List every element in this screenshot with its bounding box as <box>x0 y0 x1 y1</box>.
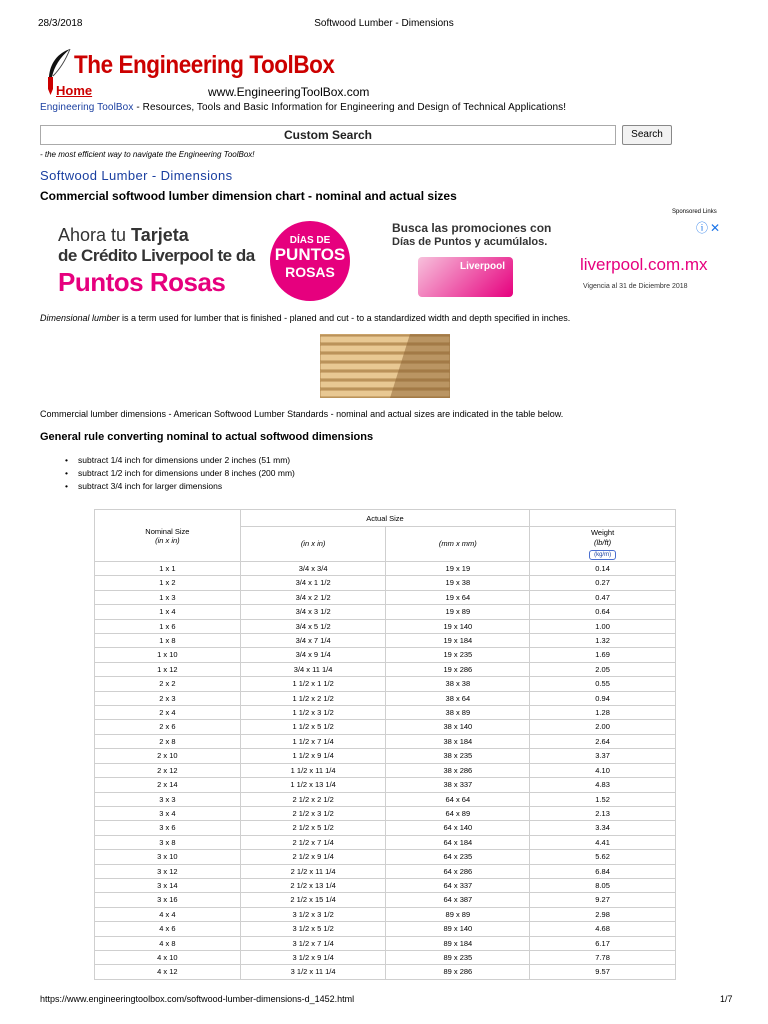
weight-cell: 0.64 <box>530 605 676 619</box>
weight-cell: 3.37 <box>530 749 676 763</box>
table-row <box>95 922 676 936</box>
actual-mm-cell: 38 x 337 <box>386 778 530 792</box>
weight-cell: 2.13 <box>530 806 676 820</box>
actual-in-cell: 3/4 x 7 1/4 <box>240 634 386 648</box>
actual-in-cell: 2 1/2 x 7 1/4 <box>240 835 386 849</box>
actual-mm-cell: 19 x 286 <box>386 662 530 676</box>
tagline-brand-link[interactable]: Engineering ToolBox <box>40 102 134 113</box>
actual-in-cell: 1 1/2 x 11 1/4 <box>240 763 386 777</box>
actual-in-cell: 1 1/2 x 7 1/4 <box>240 734 386 748</box>
actual-in-cell: 2 1/2 x 5 1/2 <box>240 821 386 835</box>
print-date: 28/3/2018 <box>38 18 83 29</box>
actual-in-cell: 3/4 x 9 1/4 <box>240 648 386 662</box>
nominal-cell: 3 x 16 <box>95 893 241 907</box>
actual-mm-cell: 38 x 89 <box>386 706 530 720</box>
advertisement-banner[interactable] <box>40 219 728 303</box>
actual-mm-cell: 89 x 235 <box>386 950 530 964</box>
site-logo[interactable] <box>40 47 370 99</box>
close-icon[interactable]: ✕ <box>710 221 721 235</box>
nominal-cell: 2 x 3 <box>95 691 241 705</box>
actual-mm-cell: 64 x 337 <box>386 878 530 892</box>
table-row <box>95 706 676 720</box>
table-row <box>95 965 676 979</box>
actual-mm-cell: 89 x 89 <box>386 907 530 921</box>
actual-in-cell: 2 1/2 x 11 1/4 <box>240 864 386 878</box>
nominal-cell: 3 x 10 <box>95 850 241 864</box>
table-row <box>95 850 676 864</box>
actual-size-header: Actual Size <box>240 510 529 527</box>
dimensions-table <box>94 509 676 980</box>
actual-in-cell: 3 1/2 x 3 1/2 <box>240 907 386 921</box>
actual-in-cell: 2 1/2 x 9 1/4 <box>240 850 386 864</box>
weight-cell: 4.83 <box>530 778 676 792</box>
weight-header-spacer <box>530 510 676 527</box>
actual-mm-cell: 38 x 38 <box>386 677 530 691</box>
nominal-cell: 1 x 3 <box>95 590 241 604</box>
weight-cell: 6.17 <box>530 936 676 950</box>
weight-cell: 4.10 <box>530 763 676 777</box>
weight-cell: 5.62 <box>530 850 676 864</box>
weight-cell: 2.00 <box>530 720 676 734</box>
nominal-cell: 4 x 8 <box>95 936 241 950</box>
table-row <box>95 590 676 604</box>
ad-line-2: de Crédito Liverpool te da <box>58 246 255 265</box>
weight-cell: 2.98 <box>530 907 676 921</box>
actual-mm-cell: 19 x 19 <box>386 562 530 576</box>
actual-mm-cell: 64 x 184 <box>386 835 530 849</box>
nominal-cell: 4 x 4 <box>95 907 241 921</box>
table-row <box>95 734 676 748</box>
table-description: Commercial lumber dimensions - American Softwood Lumber Standards - nominal and actual sizes are indicated in the table below. <box>40 409 564 419</box>
actual-mm-cell: 38 x 64 <box>386 691 530 705</box>
sponsored-links-label[interactable]: Sponsored Links <box>672 209 717 215</box>
term-dimensional-lumber: Dimensional lumber <box>40 313 120 323</box>
logo-url: www.EngineeringToolBox.com <box>208 85 370 99</box>
weight-cell: 8.05 <box>530 878 676 892</box>
ad-card-image: Liverpool <box>418 257 513 297</box>
actual-in-cell: 1 1/2 x 5 1/2 <box>240 720 386 734</box>
nominal-cell: 3 x 14 <box>95 878 241 892</box>
lumber-stack-image <box>320 334 450 398</box>
table-row <box>95 576 676 590</box>
weight-cell: 0.94 <box>530 691 676 705</box>
search-button[interactable]: Search <box>622 125 672 145</box>
actual-mm-cell: 19 x 184 <box>386 634 530 648</box>
actual-mm-cell: 64 x 140 <box>386 821 530 835</box>
nominal-cell: 2 x 4 <box>95 706 241 720</box>
weight-header: Weight (lb/ft) (kg/m) <box>530 527 676 562</box>
nominal-cell: 3 x 12 <box>95 864 241 878</box>
actual-in-cell: 3/4 x 3/4 <box>240 562 386 576</box>
actual-mm-header: (mm x mm) <box>386 527 530 562</box>
table-row <box>95 792 676 806</box>
nav-note: - the most efficient way to navigate the Engineering ToolBox! <box>40 150 255 159</box>
actual-in-cell: 3 1/2 x 9 1/4 <box>240 950 386 964</box>
weight-cell: 0.47 <box>530 590 676 604</box>
actual-in-cell: 2 1/2 x 2 1/2 <box>240 792 386 806</box>
nominal-size-header: Nominal Size (in x in) <box>95 510 241 562</box>
weight-cell: 6.84 <box>530 864 676 878</box>
ad-line-3: Puntos Rosas <box>58 267 226 297</box>
table-row <box>95 619 676 633</box>
weight-cell: 9.27 <box>530 893 676 907</box>
weight-cell: 1.69 <box>530 648 676 662</box>
actual-mm-cell: 64 x 64 <box>386 792 530 806</box>
intro-paragraph: Dimensional lumber is a term used for lumber that is finished - planed and cut - to a standardized width and depth specified in inches. <box>40 313 571 323</box>
nominal-cell: 2 x 14 <box>95 778 241 792</box>
nominal-cell: 3 x 4 <box>95 806 241 820</box>
ad-info-close[interactable] <box>696 219 721 236</box>
nominal-cell: 1 x 8 <box>95 634 241 648</box>
table-row <box>95 778 676 792</box>
actual-mm-cell: 38 x 286 <box>386 763 530 777</box>
weight-cell: 4.68 <box>530 922 676 936</box>
weight-cell: 2.64 <box>530 734 676 748</box>
table-row <box>95 893 676 907</box>
weight-cell: 9.57 <box>530 965 676 979</box>
table-row <box>95 763 676 777</box>
page-title: Softwood Lumber - Dimensions <box>40 168 233 183</box>
actual-mm-cell: 89 x 140 <box>386 922 530 936</box>
actual-mm-cell: 89 x 286 <box>386 965 530 979</box>
info-icon[interactable]: ⓘ <box>696 221 709 235</box>
actual-in-cell: 3/4 x 2 1/2 <box>240 590 386 604</box>
table-row <box>95 835 676 849</box>
weight-cell: 1.00 <box>530 619 676 633</box>
list-item: • subtract 1/4 inch for dimensions under 2 inches (51 mm) <box>65 454 295 467</box>
nominal-cell: 3 x 6 <box>95 821 241 835</box>
actual-in-cell: 3 1/2 x 7 1/4 <box>240 936 386 950</box>
tagline-text: - Resources, Tools and Basic Information for Engineering and Design of Technical Applications! <box>133 102 567 113</box>
actual-in-cell: 3/4 x 5 1/2 <box>240 619 386 633</box>
ad-validity: Vigencia al 31 de Diciembre 2018 <box>583 283 688 290</box>
tagline <box>40 102 566 113</box>
table-row <box>95 806 676 820</box>
unit-toggle-button[interactable]: (kg/m) <box>589 550 616 560</box>
weight-cell: 4.41 <box>530 835 676 849</box>
ad-line-1: Ahora tu Tarjeta <box>58 225 189 245</box>
actual-in-cell: 3 1/2 x 5 1/2 <box>240 922 386 936</box>
actual-in-cell: 3/4 x 3 1/2 <box>240 605 386 619</box>
weight-cell: 1.52 <box>530 792 676 806</box>
nominal-cell: 2 x 12 <box>95 763 241 777</box>
nominal-cell: 2 x 2 <box>95 677 241 691</box>
actual-mm-cell: 19 x 89 <box>386 605 530 619</box>
table-row <box>95 936 676 950</box>
nominal-cell: 4 x 10 <box>95 950 241 964</box>
print-title: Softwood Lumber - Dimensions <box>314 18 454 29</box>
actual-in-cell: 1 1/2 x 13 1/4 <box>240 778 386 792</box>
ad-site: liverpool.com.mx <box>580 255 708 274</box>
nominal-cell: 4 x 6 <box>95 922 241 936</box>
actual-mm-cell: 38 x 140 <box>386 720 530 734</box>
actual-in-cell: 3 1/2 x 11 1/4 <box>240 965 386 979</box>
table-row <box>95 634 676 648</box>
search-input[interactable]: Custom Search <box>40 125 616 145</box>
nominal-cell: 2 x 8 <box>95 734 241 748</box>
actual-in-cell: 1 1/2 x 1 1/2 <box>240 677 386 691</box>
table-row <box>95 648 676 662</box>
table-row <box>95 720 676 734</box>
weight-cell: 2.05 <box>530 662 676 676</box>
ad-promo-1: Busca las promociones con <box>392 221 552 235</box>
nominal-cell: 1 x 6 <box>95 619 241 633</box>
nominal-cell: 3 x 3 <box>95 792 241 806</box>
rules-list <box>65 454 295 493</box>
ad-promo-2: Días de Puntos y acumúlalos. <box>392 236 548 248</box>
ad-badge: DÍAS DE PUNTOS ROSAS <box>270 221 350 301</box>
nominal-cell: 3 x 8 <box>95 835 241 849</box>
nominal-cell: 1 x 2 <box>95 576 241 590</box>
actual-mm-cell: 19 x 64 <box>386 590 530 604</box>
list-item: • subtract 1/2 inch for dimensions under 8 inches (200 mm) <box>65 467 295 480</box>
actual-in-header: (in x in) <box>240 527 386 562</box>
actual-in-cell: 2 1/2 x 3 1/2 <box>240 806 386 820</box>
actual-mm-cell: 19 x 140 <box>386 619 530 633</box>
nominal-cell: 1 x 4 <box>95 605 241 619</box>
actual-in-cell: 2 1/2 x 15 1/4 <box>240 893 386 907</box>
nominal-cell: 1 x 12 <box>95 662 241 676</box>
actual-in-cell: 1 1/2 x 9 1/4 <box>240 749 386 763</box>
actual-mm-cell: 19 x 235 <box>386 648 530 662</box>
actual-mm-cell: 89 x 184 <box>386 936 530 950</box>
table-row <box>95 677 676 691</box>
actual-mm-cell: 64 x 286 <box>386 864 530 878</box>
page-subtitle: Commercial softwood lumber dimension chart - nominal and actual sizes <box>40 189 457 203</box>
table-row <box>95 749 676 763</box>
weight-cell: 7.78 <box>530 950 676 964</box>
weight-cell: 0.55 <box>530 677 676 691</box>
weight-cell: 0.27 <box>530 576 676 590</box>
list-item: • subtract 3/4 inch for larger dimensions <box>65 480 295 493</box>
footer-url: https://www.engineeringtoolbox.com/softwood-lumber-dimensions-d_1452.html <box>40 994 355 1004</box>
logo-text: The Engineering ToolBox <box>74 51 335 79</box>
table-row <box>95 878 676 892</box>
actual-in-cell: 1 1/2 x 2 1/2 <box>240 691 386 705</box>
actual-mm-cell: 19 x 38 <box>386 576 530 590</box>
table-row <box>95 562 676 576</box>
weight-cell: 0.14 <box>530 562 676 576</box>
weight-cell: 3.34 <box>530 821 676 835</box>
actual-in-cell: 1 1/2 x 3 1/2 <box>240 706 386 720</box>
nominal-cell: 2 x 10 <box>95 749 241 763</box>
actual-mm-cell: 64 x 235 <box>386 850 530 864</box>
table-row <box>95 662 676 676</box>
nominal-cell: 1 x 10 <box>95 648 241 662</box>
actual-mm-cell: 38 x 184 <box>386 734 530 748</box>
table-row <box>95 821 676 835</box>
table-row <box>95 605 676 619</box>
nominal-cell: 1 x 1 <box>95 562 241 576</box>
actual-in-cell: 3/4 x 11 1/4 <box>240 662 386 676</box>
actual-mm-cell: 38 x 235 <box>386 749 530 763</box>
home-link[interactable]: Home <box>56 83 93 98</box>
table-row <box>95 691 676 705</box>
table-row <box>95 950 676 964</box>
nominal-cell: 2 x 6 <box>95 720 241 734</box>
footer-page-number: 1/7 <box>720 994 733 1004</box>
rule-heading: General rule converting nominal to actual softwood dimensions <box>40 431 374 443</box>
nominal-cell: 4 x 12 <box>95 965 241 979</box>
actual-in-cell: 2 1/2 x 13 1/4 <box>240 878 386 892</box>
actual-in-cell: 3/4 x 1 1/2 <box>240 576 386 590</box>
weight-cell: 1.32 <box>530 634 676 648</box>
table-row <box>95 907 676 921</box>
actual-mm-cell: 64 x 387 <box>386 893 530 907</box>
weight-cell: 1.28 <box>530 706 676 720</box>
table-row <box>95 864 676 878</box>
actual-mm-cell: 64 x 89 <box>386 806 530 820</box>
